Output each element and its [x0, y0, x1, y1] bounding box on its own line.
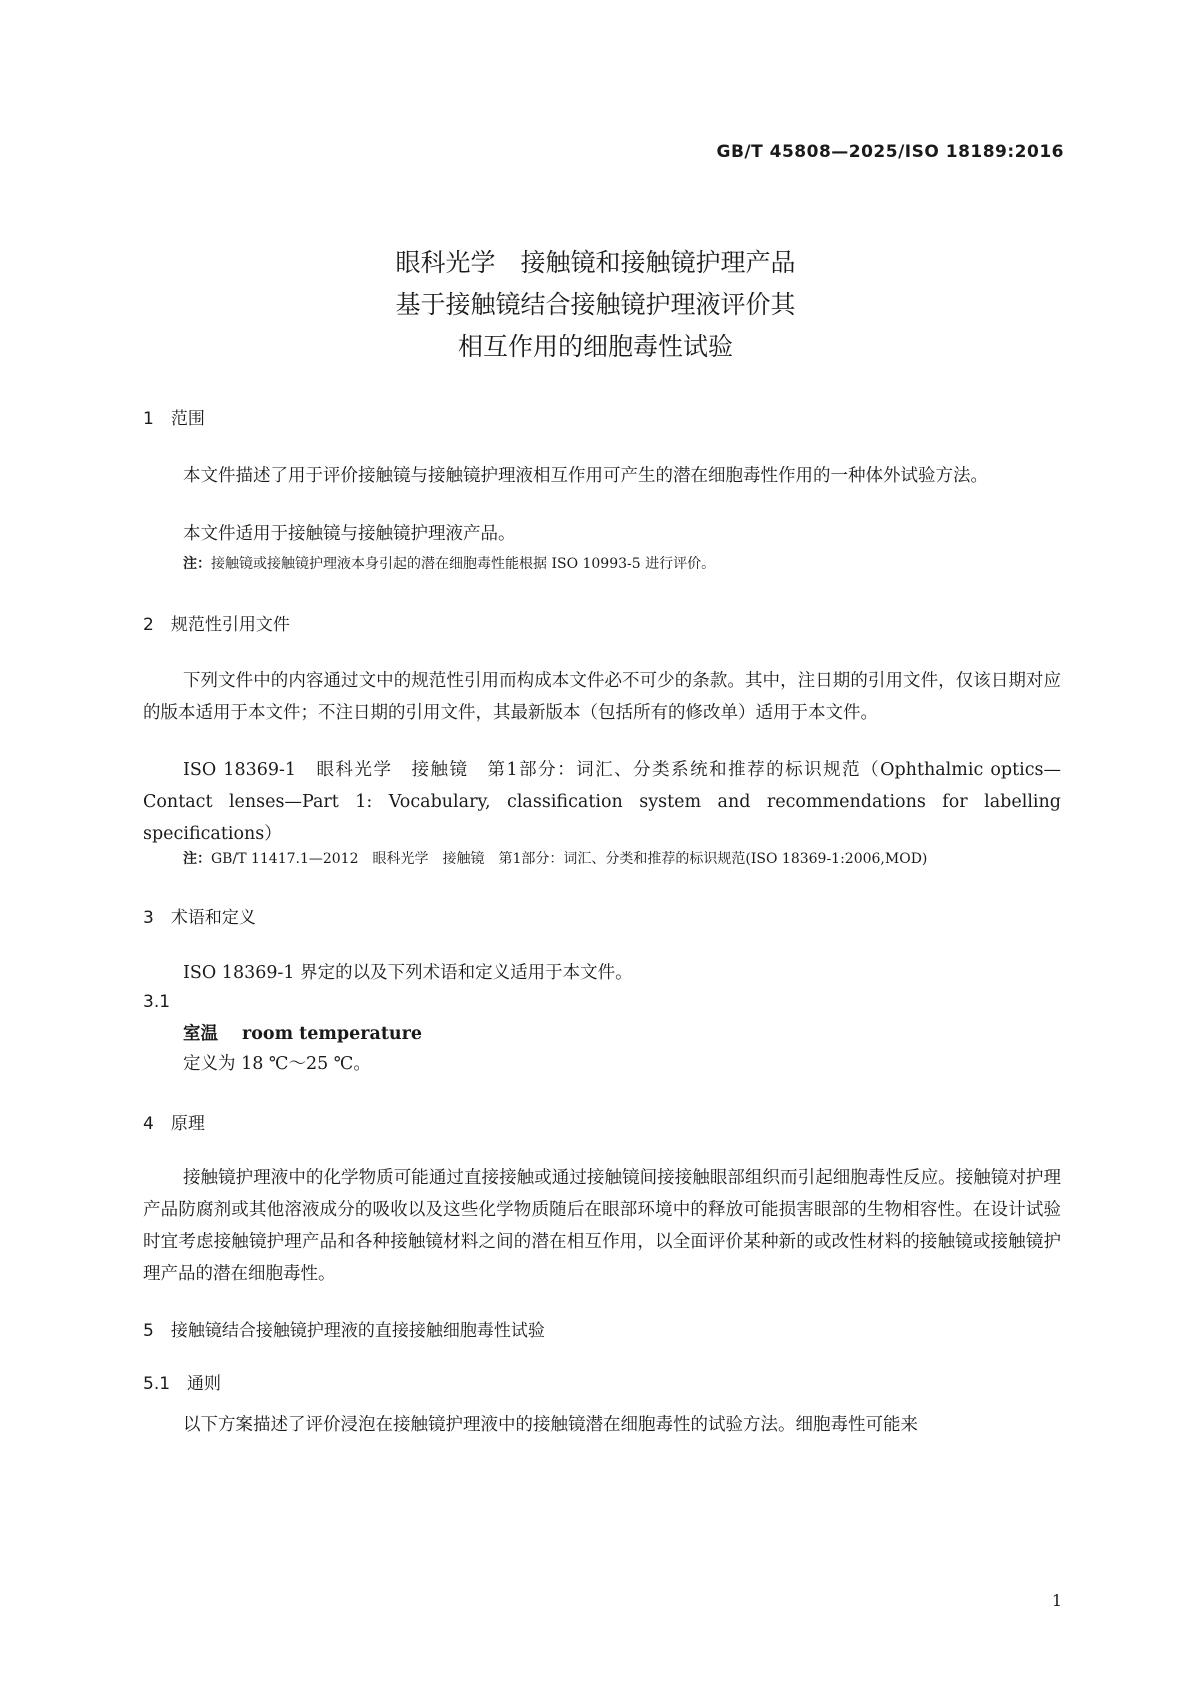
document-title	[0, 242, 1191, 368]
note-label: 注：	[183, 556, 211, 572]
section-4-para-1: 接触镜护理液中的化学物质可能通过直接接触或通过接触镜间接接触眼部组织而引起细胞毒性反应。接触镜对护理产品防腐剂或其他溶液成分的吸收以及这些化学物质随后在眼部环境中的释放可能损害眼部的生物相容性。在设计试验时宜考虑接触镜护理产品和各种接触镜材料之间的潜在相互作用，以全面评价某种新的或改性材料的接触镜或接触镜护理产品的潜在细胞毒性。	[143, 1168, 1061, 1284]
term-definition: 定义为 18 ℃～25 ℃。	[183, 1054, 371, 1074]
term-number: 3.1	[143, 992, 171, 1012]
section-5-1-heading: 5.1 通则	[143, 1374, 222, 1394]
note-text: GB/T 11417.1—2012 眼科光学 接触镜 第1部分：词汇、分类和推荐的标识规范(ISO 18369-1:2006,MOD)	[211, 851, 928, 867]
title-line-3: 相互作用的细胞毒性试验	[457, 332, 733, 361]
note-text: 接触镜或接触镜护理液本身引起的潜在细胞毒性能根据 ISO 10993-5 进行评价。	[211, 556, 716, 572]
section-5-1-para-1: 以下方案描述了评价浸泡在接触镜护理液中的接触镜潜在细胞毒性的试验方法。细胞毒性可能来	[183, 1415, 918, 1435]
title-line-1: 眼科光学 接触镜和接触镜护理产品	[395, 248, 796, 277]
section-3-heading: 3 术语和定义	[143, 908, 256, 928]
section-5-heading: 5 接触镜结合接触镜护理液的直接接触细胞毒性试验	[143, 1321, 545, 1341]
standard-code: GB/T 45808—2025/ISO 18189:2016	[716, 142, 1064, 162]
section-2-para-1: 下列文件中的内容通过文中的规范性引用而构成本文件必不可少的条款。其中，注日期的引用文件，仅该日期对应的版本适用于本文件；不注日期的引用文件，其最新版本（包括所有的修改单）适用于本文件。	[143, 671, 1061, 723]
section-1-heading: 1 范围	[143, 409, 205, 429]
section-3-para-1: ISO 18369-1 界定的以及下列术语和定义适用于本文件。	[183, 963, 633, 983]
section-1-para-1: 本文件描述了用于评价接触镜与接触镜护理液相互作用可产生的潜在细胞毒性作用的一种体外试验方法。	[183, 466, 988, 486]
title-line-2: 基于接触镜结合接触镜护理液评价其	[395, 290, 796, 319]
section-2-note	[183, 848, 927, 868]
section-1-note	[183, 553, 715, 573]
term-en: room temperature	[242, 1024, 422, 1044]
note-label: 注：	[183, 851, 211, 867]
section-2-heading: 2 规范性引用文件	[143, 615, 290, 635]
section-1-para-2: 本文件适用于接触镜与接触镜护理液产品。	[183, 524, 516, 544]
section-4-heading: 4 原理	[143, 1114, 205, 1134]
term-entry	[183, 1020, 422, 1045]
reference-iso-18369-1: ISO 18369-1 眼科光学 接触镜 第1部分：词汇、分类系统和推荐的标识规范（Ophthalmic optics—Contact lenses—Part 1: Vocabulary, classification system and recommendations for labelling specifications）	[143, 760, 1061, 844]
page-number: 1	[1051, 1591, 1062, 1610]
term-zh: 室温	[183, 1024, 218, 1044]
